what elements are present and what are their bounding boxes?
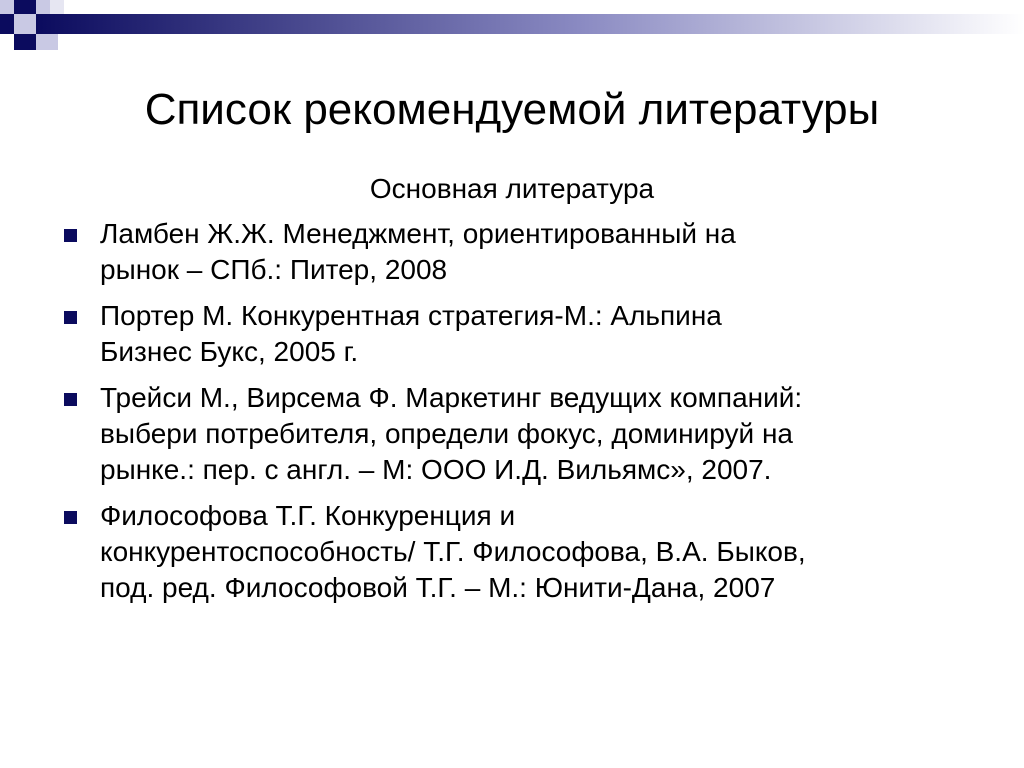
header-block-lower-a — [14, 34, 36, 50]
header-block-dark — [14, 0, 36, 14]
list-item — [0, 380, 980, 488]
square-bullet-icon — [64, 311, 77, 324]
slide-subtitle: Основная литература — [369, 173, 655, 204]
header-block-mid — [0, 14, 14, 34]
header-block-pale — [14, 14, 36, 34]
square-bullet-icon — [64, 229, 77, 242]
header-block-small-b — [50, 0, 64, 14]
slide-title: Список рекомендуемой литературы — [144, 85, 880, 134]
list-item — [0, 216, 980, 288]
list-item — [0, 298, 980, 370]
header-block-light — [0, 0, 14, 14]
square-bullet-icon — [64, 393, 77, 406]
header-decoration — [0, 0, 1024, 60]
list-item-line: Ламбен Ж.Ж. Менеджмент, ориентированный на — [100, 218, 736, 249]
literature-list — [0, 216, 1024, 616]
header-block-lower-b — [36, 34, 58, 50]
list-item — [0, 498, 980, 606]
square-bullet-icon — [64, 511, 77, 524]
list-item-line: под. ред. Философовой Т.Г. – М.: Юнити-Дана, 2007 — [100, 572, 776, 603]
list-item-line: конкурентоспособность/ Т.Г. Философова, В.А. Быков, — [100, 536, 806, 567]
list-item-line: Философова Т.Г. Конкуренция и — [100, 500, 516, 531]
list-item-line: рынок – СПб.: Питер, 2008 — [100, 254, 448, 285]
list-item-line: Портер М. Конкурентная стратегия-М.: Альпина — [100, 300, 722, 331]
header-gradient-band — [36, 14, 1024, 34]
list-item-line: рынке.: пер. с англ. – М: ООО И.Д. Вильямс», 2007. — [100, 454, 772, 485]
list-item-line: Трейси М., Вирсема Ф. Маркетинг ведущих компаний: — [100, 382, 803, 413]
list-item-line: Бизнес Букс, 2005 г. — [100, 336, 359, 367]
header-block-small-a — [36, 0, 50, 14]
list-item-line: выбери потребителя, определи фокус, доминируй на — [100, 418, 793, 449]
